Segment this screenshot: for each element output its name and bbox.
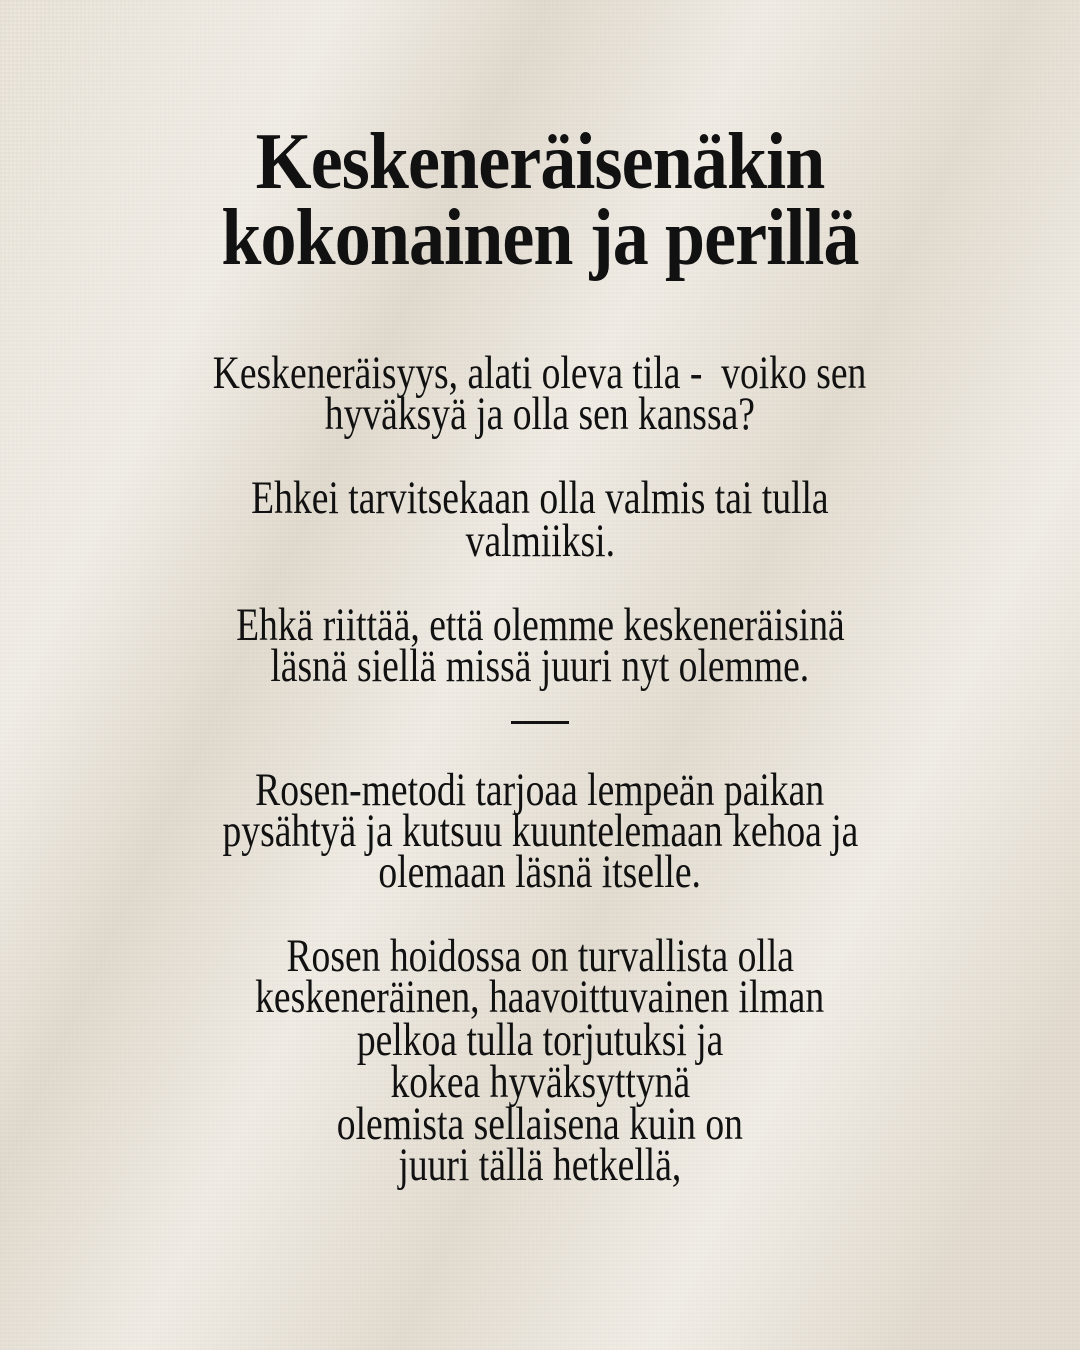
text-line: olemaan läsnä itselle. [378, 846, 702, 898]
text-line: kokea hyväksyttynä [390, 1056, 690, 1108]
text-line: Keskeneräisyys, alati oleva tila - voiko sen [213, 347, 867, 399]
text-line: valmiiksi. [465, 515, 615, 567]
text-line: Rosen hoidossa on turvallista olla [286, 930, 794, 982]
title-line: kokonainen ja perillä [221, 194, 859, 282]
text-line: keskeneräinen, haavoittuvainen ilman [255, 971, 825, 1023]
text-line: juuri tällä hetkellä, [398, 1139, 682, 1191]
text-line: pelkoa tulla torjutuksi ja [356, 1014, 724, 1066]
text-line: Ehkä riittää, että olemme keskeneräisinä [235, 599, 845, 651]
text-line: pysähtyä ja kutsuu kuuntelemaan kehoa ja [222, 805, 858, 857]
text-line: Ehkei tarvitsekaan olla valmis tai tulla [251, 472, 829, 524]
divider [511, 721, 569, 724]
text-line: olemista sellaisena kuin on [336, 1098, 744, 1150]
text-line: hyväksyä ja olla sen kanssa? [324, 388, 756, 440]
title-line: Keskeneräisenäkin [255, 118, 825, 206]
text-line: läsnä siellä missä juuri nyt olemme. [270, 640, 810, 692]
text-line: Rosen-metodi tarjoaa lempeän paikan [255, 764, 825, 816]
